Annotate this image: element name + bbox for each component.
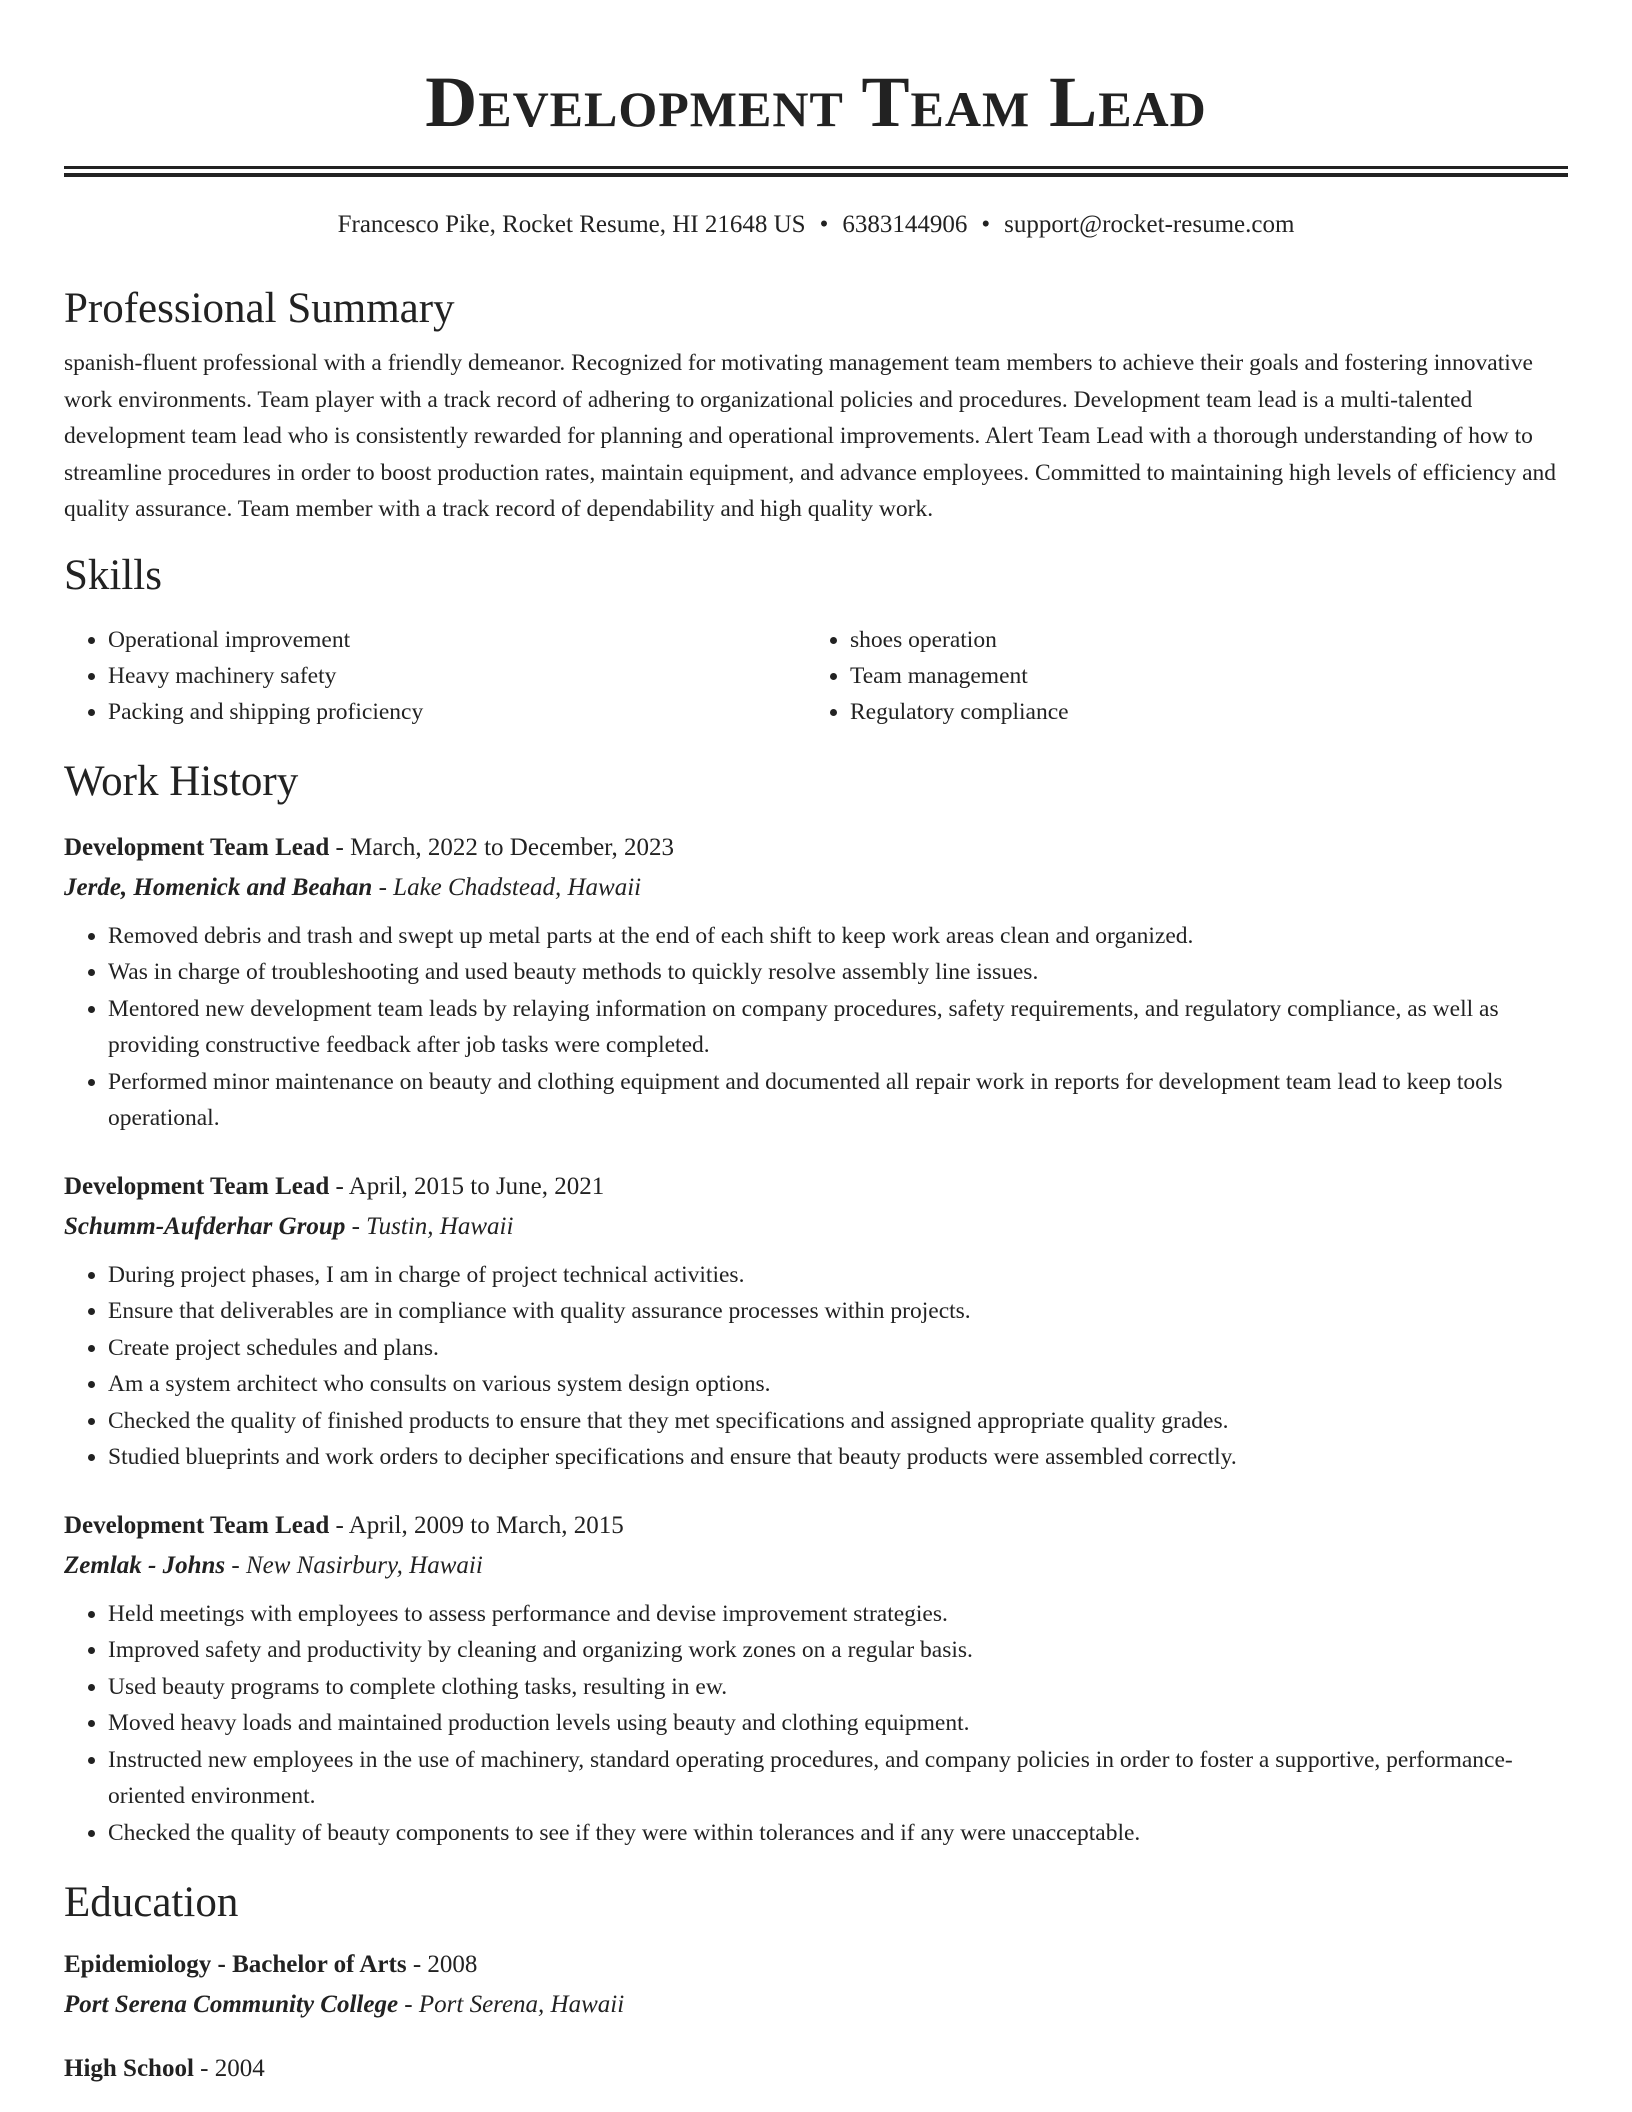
job-bullet: • Moved heavy loads and maintained production levels using beauty and clothing equipment. [108, 1705, 1568, 1742]
job-bullet: • Used beauty programs to complete clothing tasks, resulting in ew. [108, 1669, 1568, 1706]
contact-separator: • [981, 211, 991, 238]
job-company-line [64, 1207, 1568, 1247]
title-divider [64, 166, 1568, 177]
skill-item: • Operational improvement [108, 622, 806, 658]
job-company-line [64, 868, 1568, 908]
job-bullet: • Removed debris and trash and swept up metal parts at the end of each shift to keep work areas clean and organized. [108, 918, 1568, 955]
job-bullet: • Was in charge of troubleshooting and used beauty methods to quickly resolve assembly line issues. [108, 954, 1568, 991]
job-bullets [64, 1257, 1568, 1476]
job-bullet: • Am a system architect who consults on various system design options. [108, 1366, 1568, 1403]
job-bullet: • During project phases, I am in charge of project technical activities. [108, 1257, 1568, 1294]
job-title-line [64, 1167, 1568, 1207]
job-role: Development Team Lead [64, 1172, 330, 1200]
job-company: Schumm-Aufderhar Group [64, 1212, 346, 1240]
contact-separator: • [819, 211, 829, 238]
education-entry [64, 2049, 1568, 2089]
summary-heading: Professional Summary [64, 285, 455, 332]
job-entry [64, 828, 1568, 1137]
job-company: Zemlak - Johns [64, 1551, 226, 1579]
education-year: - 2004 [193, 2055, 265, 2082]
job-title-line [64, 1506, 1568, 1546]
contact-phone: 6383144906 [842, 211, 968, 238]
resume-title: Development Team Lead [425, 62, 1207, 142]
summary-text: spanish-fluent professional with a friendly demeanor. Recognized for motivating management team members to achieve their goals and fostering innovative work environments. Team player with a track record of adhering to organizational policies and procedures. Development team lead is a multi-talented development team lead who is consistently rewarded for planning and operational improvements. Alert Team Lead with a thorough understanding of how to streamline procedures in order to boost production rates, maintain equipment, and advance employees. Committed to maintaining high levels of efficiency and quality assurance. Team member with a track record of dependability and high quality work. [64, 350, 1557, 522]
education-degree: High School [64, 2055, 194, 2082]
job-bullets [64, 1596, 1568, 1852]
job-role: Development Team Lead [64, 833, 330, 861]
skill-item: • shoes operation [850, 622, 1548, 658]
job-bullets [64, 918, 1568, 1137]
education-year: - 2008 [406, 1951, 478, 1978]
work-history-heading: Work History [64, 757, 299, 805]
job-entry [64, 1167, 1568, 1476]
job-entry [64, 1506, 1568, 1852]
job-bullet: • Held meetings with employees to assess performance and devise improvement strategies. [108, 1596, 1568, 1633]
contact-line [64, 207, 1568, 243]
job-company: Jerde, Homenick and Beahan [64, 873, 373, 901]
contact-address: Francesco Pike, Rocket Resume, HI 21648 US [337, 211, 806, 238]
job-bullet: • Performed minor maintenance on beauty and clothing equipment and documented all repair work in reports for development team lead to keep tools operational. [108, 1064, 1568, 1137]
job-dates: - April, 2015 to June, 2021 [329, 1172, 605, 1200]
skills-list [64, 622, 1568, 730]
skills-heading: Skills [64, 551, 162, 599]
education-location: - Port Serena, Hawaii [398, 1991, 625, 2018]
skills-column-left [64, 622, 806, 730]
job-dates: - April, 2009 to March, 2015 [329, 1511, 624, 1539]
skill-item: • Regulatory compliance [850, 694, 1548, 730]
job-bullet: • Mentored new development team leads by relaying information on company procedures, safety requirements, and regulatory compliance, as well as providing constructive feedback after job tasks were completed. [108, 991, 1568, 1064]
job-dates: - March, 2022 to December, 2023 [329, 833, 675, 861]
education-degree-line [64, 1945, 1568, 1985]
job-location: - New Nasirbury, Hawaii [225, 1551, 483, 1579]
job-bullet: • Create project schedules and plans. [108, 1330, 1568, 1367]
job-bullet: • Ensure that deliverables are in compliance with quality assurance processes within projects. [108, 1293, 1568, 1330]
education-entry [64, 1945, 1568, 2025]
education-heading: Education [64, 1879, 239, 1926]
job-location: - Lake Chadstead, Hawaii [372, 873, 642, 901]
job-bullet: • Improved safety and productivity by cleaning and organizing work zones on a regular basis. [108, 1632, 1568, 1669]
job-bullet: • Instructed new employees in the use of machinery, standard operating procedures, and company policies in order to foster a supportive, performance-oriented environment. [108, 1742, 1568, 1815]
contact-email: support@rocket-resume.com [1004, 211, 1295, 238]
skill-item: • Packing and shipping proficiency [108, 694, 806, 730]
job-title-line [64, 828, 1568, 868]
job-role: Development Team Lead [64, 1511, 330, 1539]
job-bullet: • Checked the quality of finished products to ensure that they met specifications and assigned appropriate quality grades. [108, 1403, 1568, 1440]
skill-item: • Heavy machinery safety [108, 658, 806, 694]
job-bullet: • Studied blueprints and work orders to decipher specifications and ensure that beauty products were assembled correctly. [108, 1439, 1568, 1476]
job-company-line [64, 1546, 1568, 1586]
education-school-line [64, 1985, 1568, 2025]
job-bullet: • Checked the quality of beauty components to see if they were within tolerances and if any were unacceptable. [108, 1815, 1568, 1852]
education-degree: Epidemiology - Bachelor of Arts [64, 1951, 407, 1978]
education-school: Port Serena Community College [64, 1991, 399, 2018]
skill-item: • Team management [850, 658, 1548, 694]
skills-column-right [806, 622, 1548, 730]
job-location: - Tustin, Hawaii [345, 1212, 514, 1240]
